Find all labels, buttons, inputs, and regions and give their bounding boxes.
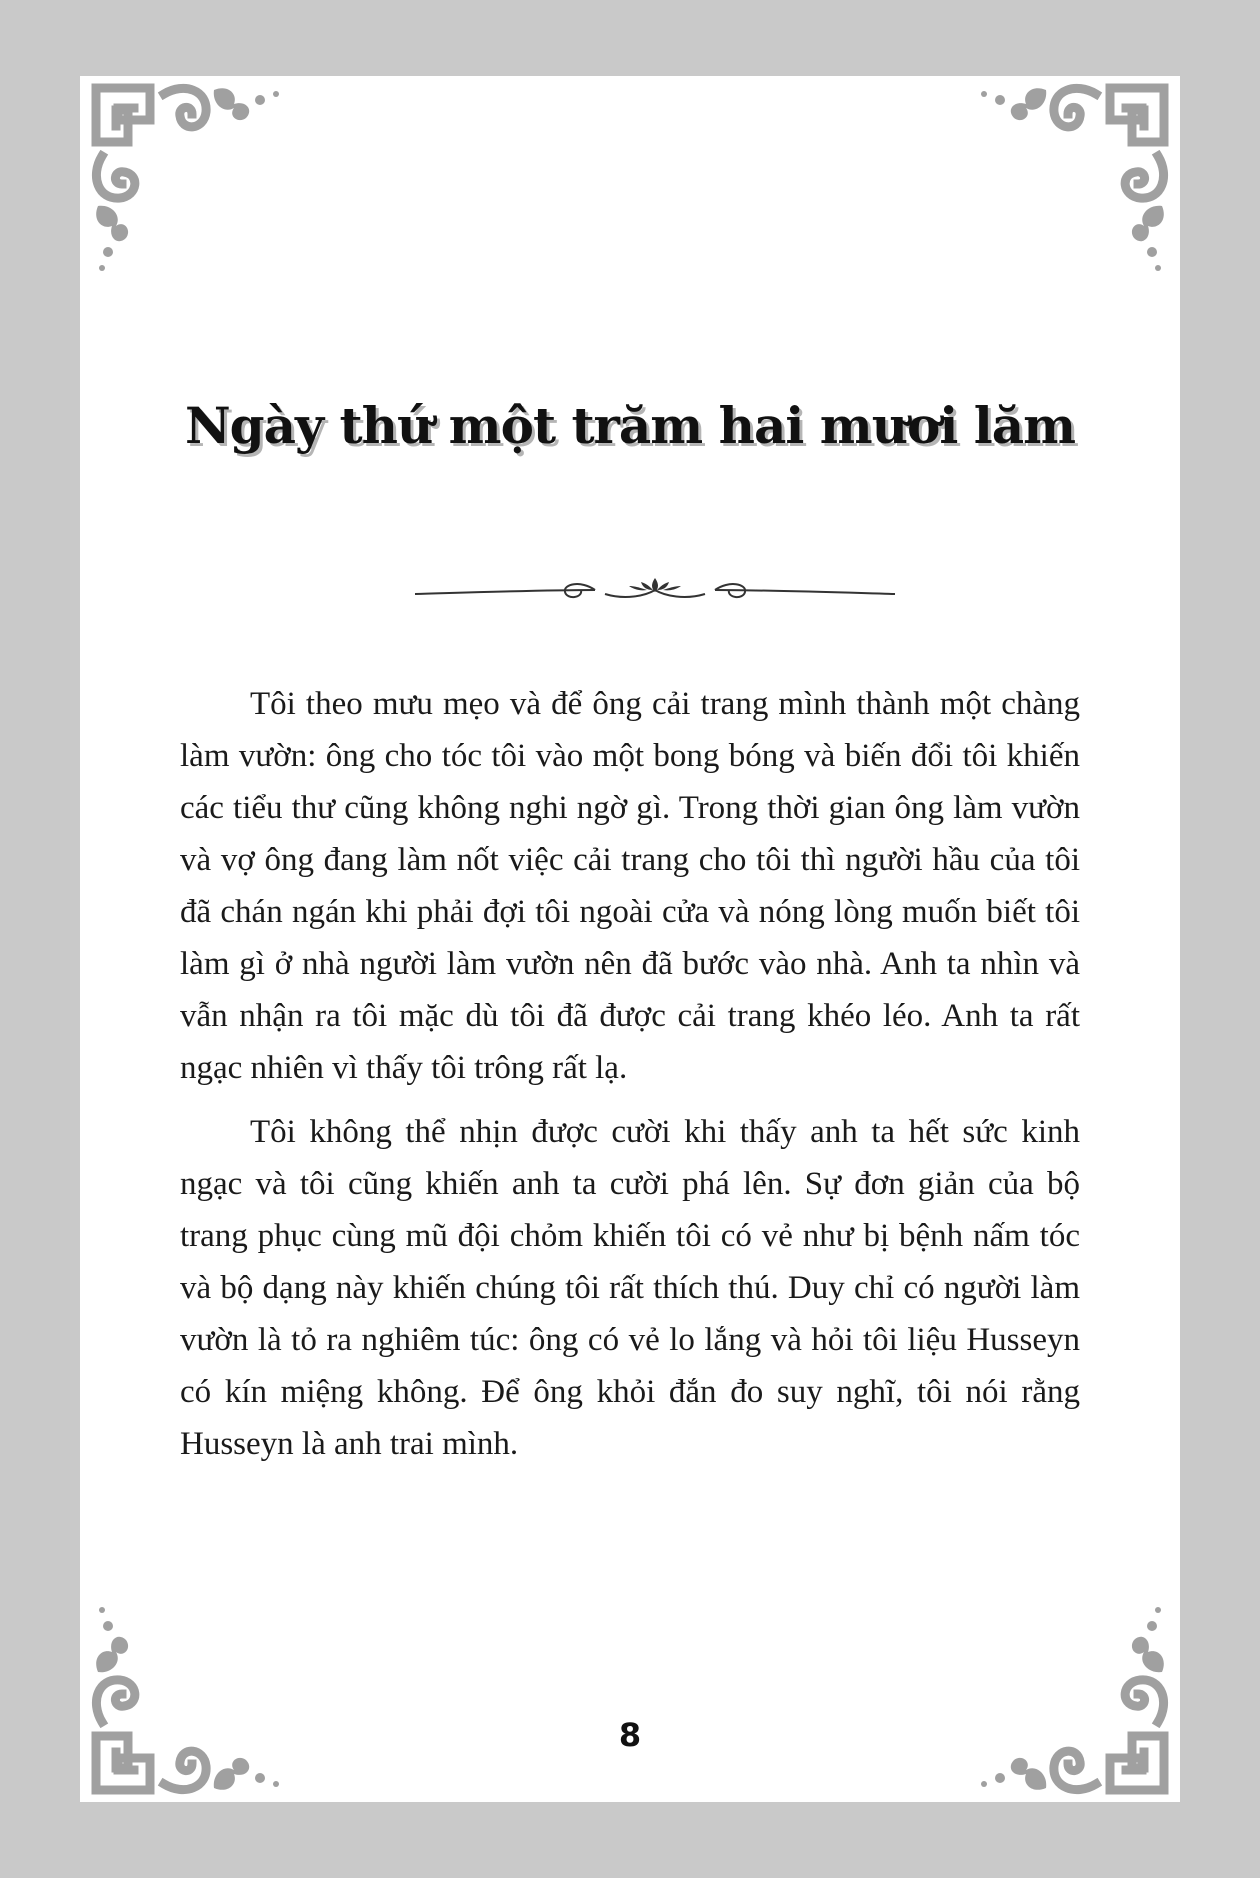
chapter-body: [180, 678, 1080, 1482]
paragraph: Tôi theo mưu mẹo và để ông cải trang mình thành một chàng làm vườn: ông cho tóc tôi vào một bong bóng và biến đổi tôi khiến các tiểu thư cũng không nghi ngờ gì. Trong thời gian ông làm vườn và vợ ông đang làm nốt việc cải trang cho tôi thì người hầu của tôi đã chán ngán khi phải đợi tôi ngoài cửa và nóng lòng muốn biết tôi làm gì ở nhà người làm vườn nên đã bước vào nhà. Anh ta nhìn và vẫn nhận ra tôi mặc dù tôi đã được cải trang khéo léo. Anh ta rất ngạc nhiên vì thấy tôi trông rất lạ.: [180, 686, 1080, 1086]
ornamental-corner-icon: [88, 80, 288, 280]
ornamental-corner-icon: [972, 1598, 1172, 1798]
flourish-divider-icon: [405, 570, 905, 610]
page-number: 8: [618, 1716, 642, 1754]
ornamental-corner-icon: [972, 80, 1172, 280]
paragraph: Tôi không thể nhịn được cười khi thấy anh ta hết sức kinh ngạc và tôi cũng khiến anh ta cười phá lên. Sự đơn giản của bộ trang phục cùng mũ đội chỏm khiến tôi có vẻ như bị bệnh nấm tóc và bộ dạng này khiến chúng tôi rất thích thú. Duy chỉ có người làm vườn là tỏ ra nghiêm túc: ông có vẻ lo lắng và hỏi tôi liệu Husseyn có kín miệng không. Để ông khỏi đắn đo suy nghĩ, tôi nói rằng Husseyn là anh trai mình.: [180, 1114, 1080, 1462]
book-page: [80, 76, 1180, 1802]
chapter-title: Ngày thứ một trăm hai mươi lăm: [184, 396, 1076, 455]
ornamental-corner-icon: [88, 1598, 288, 1798]
